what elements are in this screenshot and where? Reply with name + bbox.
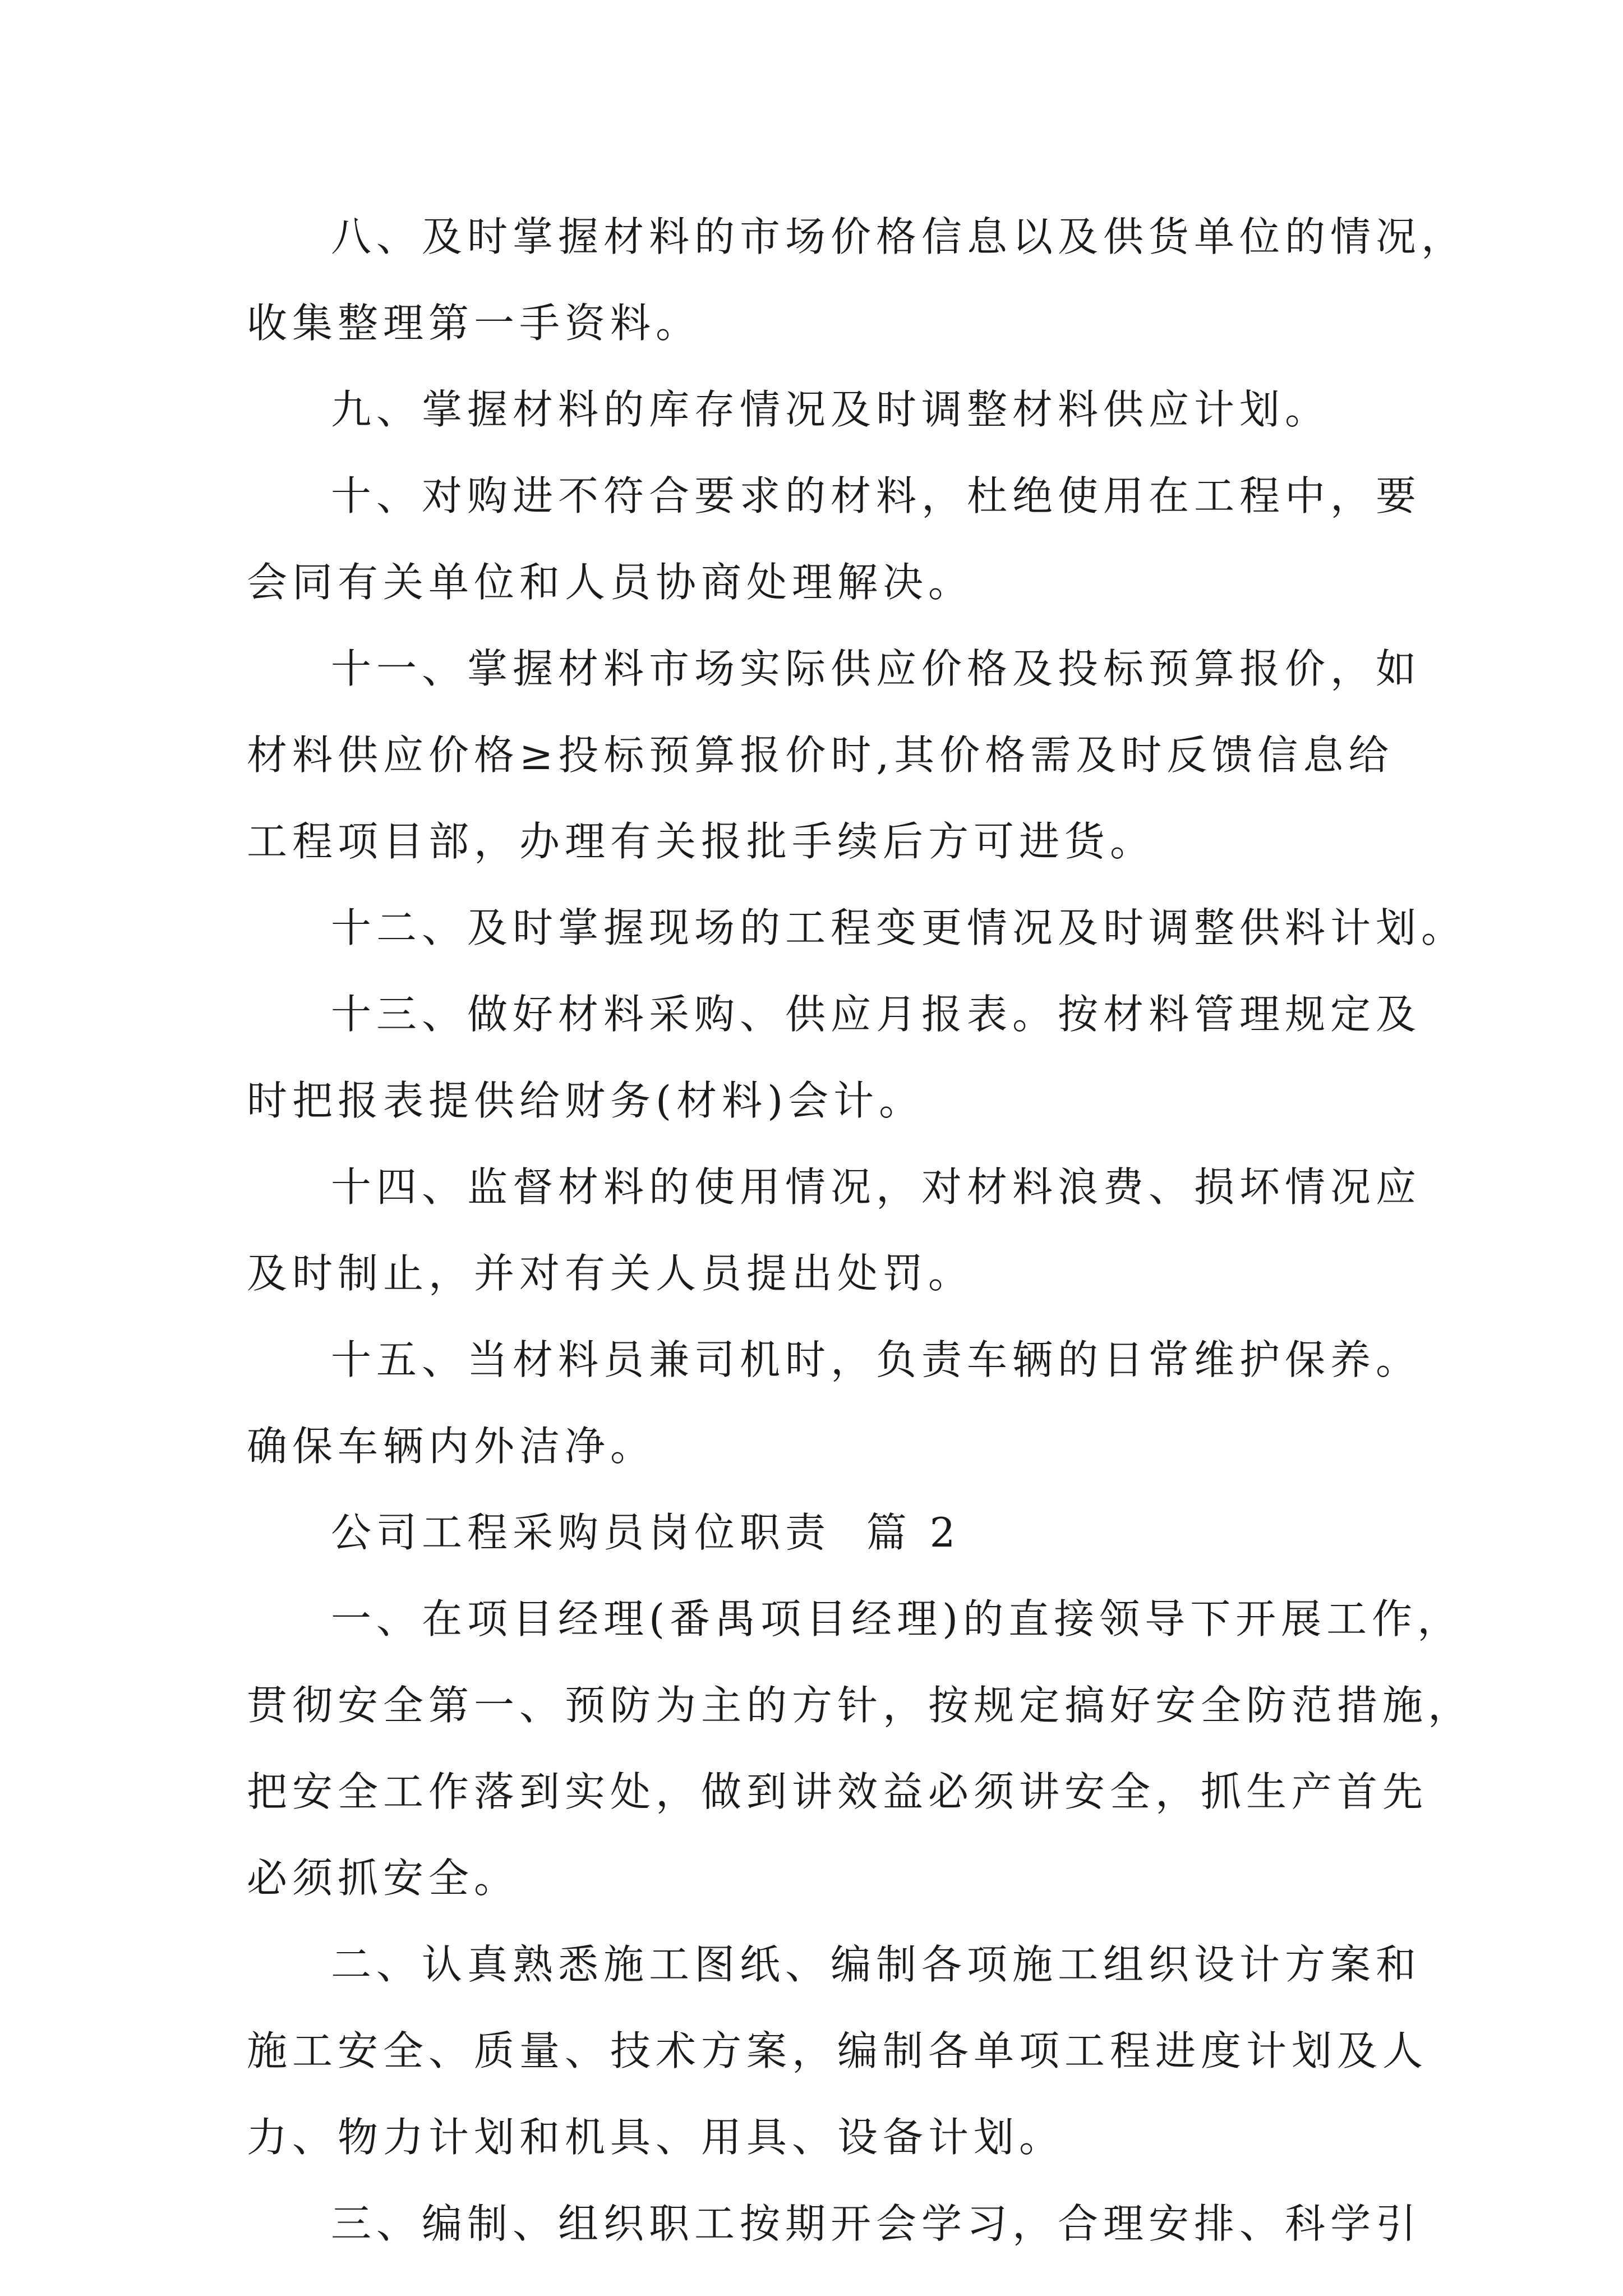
text-line: 及时制止，并对有关人员提出处罚。 <box>247 1250 974 1297</box>
text-line: 会同有关单位和人员协商处理解决。 <box>247 559 974 606</box>
text-line: 十三、做好材料采购、供应月报表。按材料管理规定及 <box>331 991 1422 1038</box>
text-line: 时把报表提供给财务(材料)会计。 <box>247 1077 925 1124</box>
paragraph-two <box>247 1921 1436 2180</box>
paragraph-10 <box>247 453 1436 625</box>
paragraph-12 <box>247 885 1467 971</box>
paragraph-8 <box>247 194 1467 366</box>
text-line: 工程项目部，办理有关报批手续后方可进货。 <box>247 818 1156 865</box>
text-line: 十、对购进不符合要求的材料，杜绝使用在工程中，要 <box>331 472 1422 519</box>
text-line: 三、编制、组织职工按期开会学习，合理安排、科学引 <box>331 2200 1422 2247</box>
text-line: 九、掌握材料的库存情况及时调整材料供应计划。 <box>331 386 1331 433</box>
paragraph-13 <box>247 971 1436 1144</box>
paragraph-14 <box>247 1144 1436 1317</box>
text-line: 材料供应价格≥投标预算报价时,其价格需及时反馈信息给 <box>247 731 1394 779</box>
paragraph-11 <box>247 625 1436 885</box>
section-heading <box>247 1489 1436 1576</box>
paragraph-15 <box>247 1317 1436 1489</box>
text-line: 施工安全、质量、技术方案，编制各单项工程进度计划及人 <box>247 2027 1428 2074</box>
text-line: 确保车辆内外洁净。 <box>247 1423 656 1470</box>
document-body <box>247 194 1474 2267</box>
text-line: 十五、当材料员兼司机时，负责车辆的日常维护保养。 <box>331 1336 1422 1383</box>
text-line: 贯彻安全第一、预防为主的方针，按规定搞好安全防范措施， <box>247 1682 1474 1729</box>
paragraph-three <box>247 2180 1436 2267</box>
text-line: 八、及时掌握材料的市场价格信息以及供货单位的情况， <box>331 213 1467 260</box>
text-line: 必须抓安全。 <box>247 1855 520 1902</box>
text-line: 收集整理第一手资料。 <box>247 300 702 347</box>
text-line: 十二、及时掌握现场的工程变更情况及时调整供料计划。 <box>331 904 1467 951</box>
paragraph-9 <box>247 366 1436 453</box>
text-line: 把安全工作落到实处，做到讲效益必须讲安全，抓生产首先 <box>247 1768 1428 1815</box>
section-heading-text: 公司工程采购员岗位职责 篇 2 <box>331 1509 961 1556</box>
text-line: 一、在项目经理(番禺项目经理)的直接领导下开展工作， <box>331 1595 1463 1642</box>
text-line: 二、认真熟悉施工图纸、编制各项施工组织设计方案和 <box>331 1941 1422 1988</box>
text-line: 十一、掌握材料市场实际供应价格及投标预算报价，如 <box>331 645 1422 692</box>
text-line: 力、物力计划和机具、用具、设备计划。 <box>247 2114 1065 2161</box>
paragraph-one <box>247 1576 1474 1921</box>
text-line: 十四、监督材料的使用情况，对材料浪费、损坏情况应 <box>331 1163 1422 1211</box>
